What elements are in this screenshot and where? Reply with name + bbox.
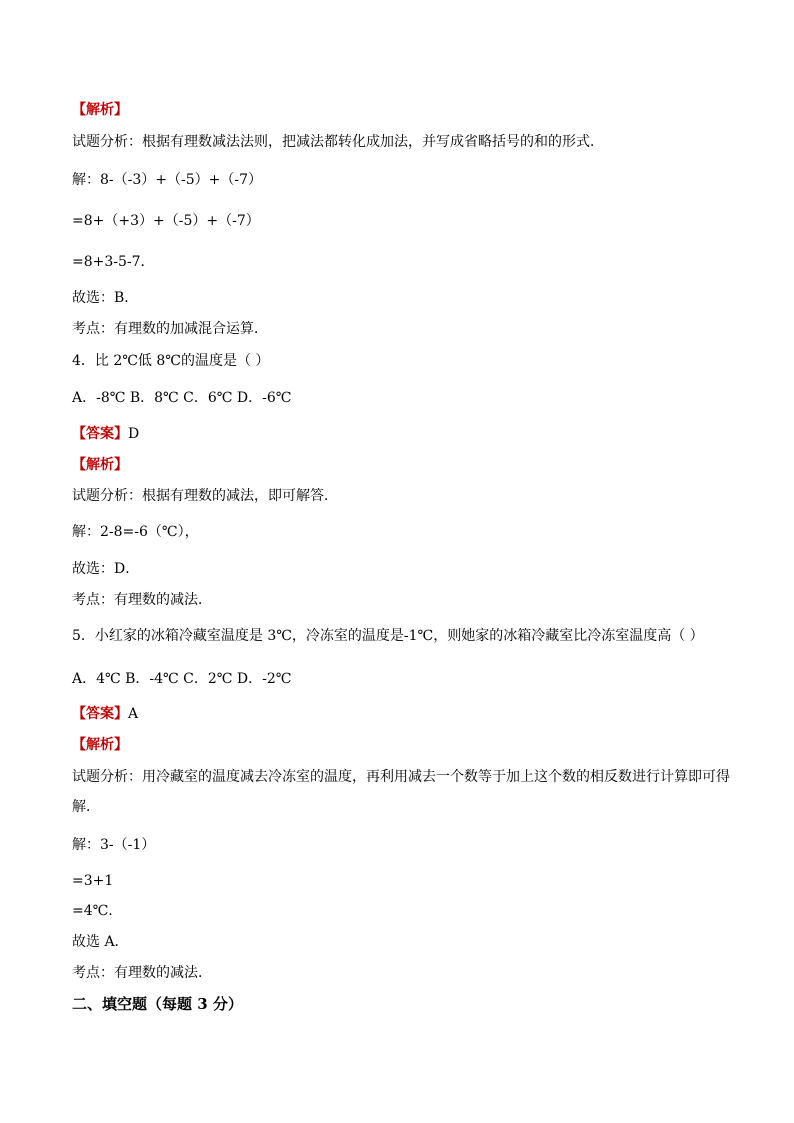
q3-knowledge-point: 考点：有理数的加减混合运算．	[72, 321, 268, 337]
q5-question: 5．小红家的冰箱冷藏室温度是 3℃，冷冻室的温度是-1℃，则她家的冰箱冷藏室比冷冻室温度高（ ）	[72, 628, 704, 644]
q5-knowledge-point: 考点：有理数的减法．	[72, 965, 212, 981]
q4-answer-label: 【答案】	[72, 426, 128, 442]
q5-answer-value: A	[128, 706, 139, 722]
q5-options: A．4℃ B．-4℃ C．2℃ D．-2℃	[72, 671, 292, 687]
q4-answer-line	[72, 424, 139, 444]
q5-solution-step1: 解：3-（-1）	[72, 837, 156, 853]
q4-analysis-label: 【解析】	[72, 457, 128, 473]
q4-answer-value: D	[128, 426, 140, 442]
section-title: 二、填空题（每题 3 分）	[72, 995, 243, 1013]
q3-analysis-text: 试题分析：根据有理数减法法则，把减法都转化成加法，并写成省略括号的和的形式．	[72, 134, 604, 150]
q5-answer-line	[72, 704, 138, 724]
q4-options: A．-8℃ B．8℃ C．6℃ D．-6℃	[72, 390, 292, 406]
q4-solution-step1: 解：2-8=-6（℃），	[72, 524, 199, 540]
q5-answer-label: 【答案】	[72, 706, 128, 722]
q4-analysis-text: 试题分析：根据有理数的减法，即可解答．	[72, 488, 338, 504]
q4-choice: 故选：D．	[72, 561, 140, 577]
q3-solution-step1: 解：8-（-3）+（-5）+（-7）	[72, 172, 263, 188]
q5-solution-step3: =4℃.	[72, 903, 113, 919]
q3-solution-step3: =8+3-5-7．	[72, 254, 155, 270]
q3-choice: 故选：B．	[72, 290, 139, 306]
q4-knowledge-point: 考点：有理数的减法．	[72, 592, 212, 608]
q5-solution-step2: =3+1	[72, 873, 114, 889]
q4-question: 4．比 2℃低 8℃的温度是（ ）	[72, 353, 270, 369]
q5-analysis-label: 【解析】	[72, 737, 128, 753]
q3-solution-step2: =8+（+3）+（-5）+（-7）	[72, 213, 260, 229]
q3-analysis-label: 【解析】	[72, 102, 128, 118]
q5-choice: 故选 A．	[72, 934, 129, 950]
q5-analysis-text: 试题分析：用冷藏室的温度减去冷冻室的温度，再利用减去一个数等于加上这个数的相反数进行计算即可得解．	[72, 769, 730, 815]
